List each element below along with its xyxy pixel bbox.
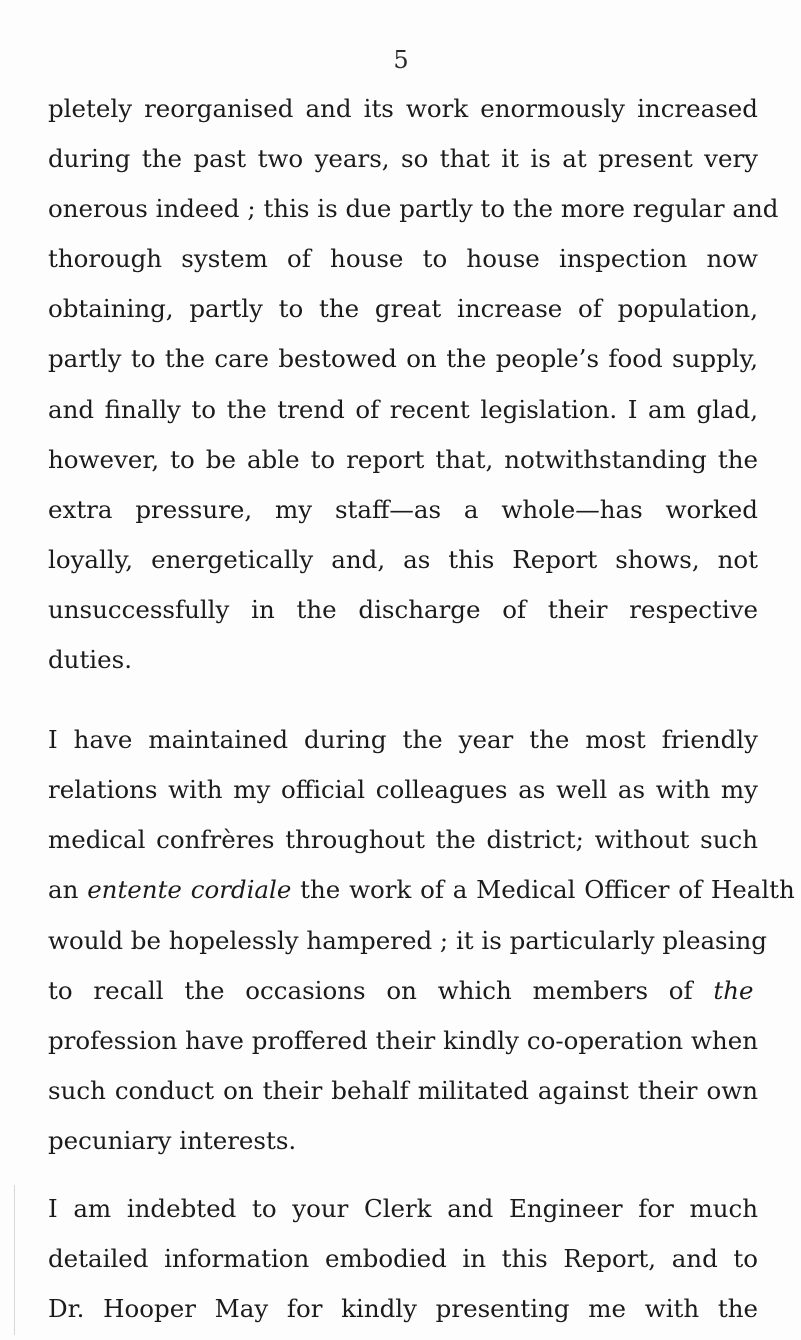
text-line: I am indebted to your Clerk and Engineer for much [48,1193,758,1223]
text-line: Dr. Hooper May for kindly presenting me with the [48,1294,758,1323]
italic-word: the [713,975,754,1005]
text-line: detailed information embodied in this Report, and to [48,1243,758,1273]
text-line: extra pressure, my staff—as a whole—has worked [48,494,758,524]
text-line: partly to the care bestowed on the people’s food supply, [48,344,758,374]
text-line: and finally to the trend of recent legislation. I am glad, [48,394,758,424]
text-line: during the past two years, so that it is at present very [48,144,758,174]
text-fragment: an [48,875,88,905]
text-fragment: to recall the occasions on which members of [48,975,714,1005]
text-line: obtaining, partly to the great increase of population, [48,294,758,324]
text-line: profession have proffered their kindly co-operation when [48,1025,758,1055]
text-line: unsuccessfully in the discharge of their respective [48,594,758,624]
text-line: onerous indeed ; this is due partly to the more regular and [48,194,779,224]
page-number: 5 [393,46,409,74]
text-line-last: duties. [48,644,133,674]
text-line: loyally, energetically and, as this Report shows, not [48,544,758,574]
text-line: however, to be able to report that, notwithstanding the [48,444,758,474]
text-fragment: the work of a Medical Officer of Health [291,875,795,905]
text-line-last: pecuniary interests. [48,1125,297,1155]
text-line: relations with my official colleagues as well as with my [48,775,758,805]
text-line-with-italic [48,873,795,907]
scan-edge-mark [14,1185,15,1335]
text-line: would be hopelessly hampered ; it is particularly pleasing [48,925,767,955]
text-line-with-italic [48,974,758,1008]
text-line: such conduct on their behalf militated against their own [48,1075,758,1105]
text-line: pletely reorganised and its work enormously increased [48,94,758,123]
italic-phrase: entente cordiale [87,875,292,905]
text-line: medical confrères throughout the district; without such [48,825,758,855]
text-line: thorough system of house to house inspection now [48,244,758,274]
text-line: I have maintained during the year the most friendly [48,725,758,755]
